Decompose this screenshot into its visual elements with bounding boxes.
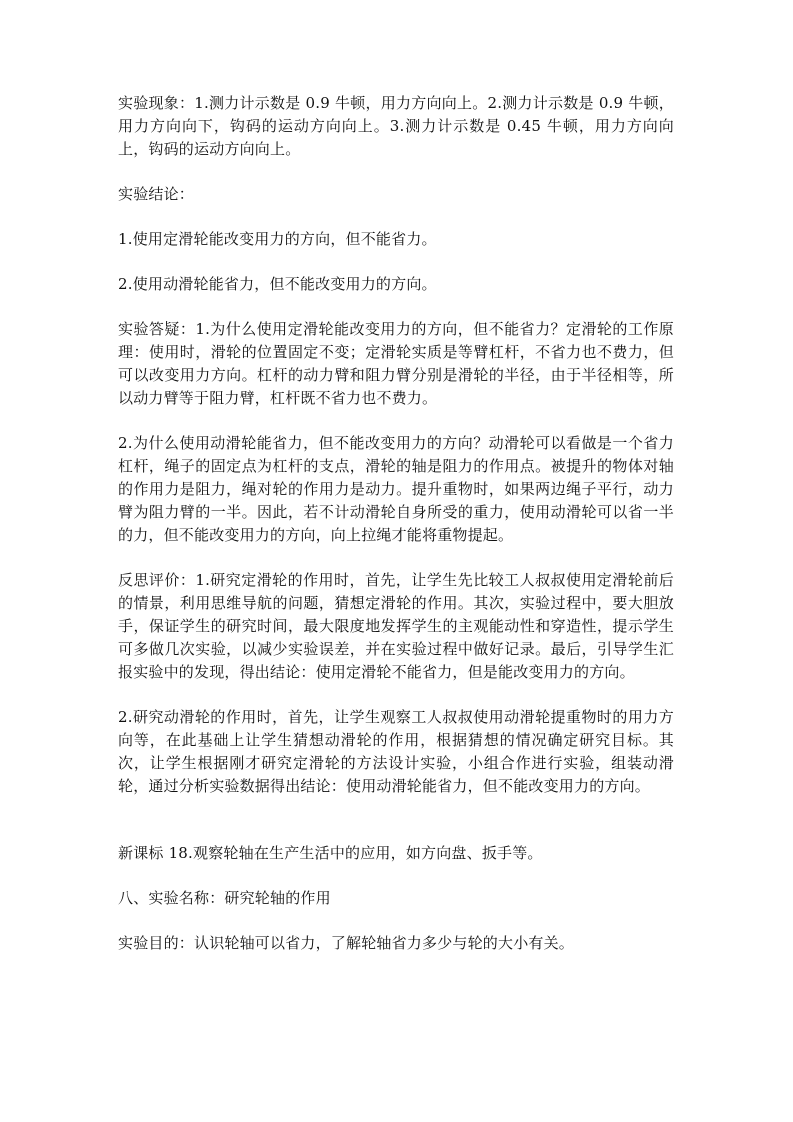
paragraph-experiment-purpose: 实验目的：认识轮轴可以省力，了解轮轴省力多少与轮的大小有关。 (118, 934, 575, 952)
paragraph-reflection-2: 2.研究动滑轮的作用时，首先，让学生观察工人叔叔使用动滑轮提重物时的用力方向等，在此基础上让学生猜想动滑轮的作用，根据猜想的情况确定研究目标。其次，让学生根据刚才研究定滑轮的方法设计实验，小组合作进行实验，组装动滑轮，通过分析实验数据得出结论：使用动滑轮能省力，但不能改变用力的方向。 (118, 708, 674, 795)
paragraph-qa-2: 2.为什么使用动滑轮能省力，但不能改变用力的方向？动滑轮可以看做是一个省力杠杆，绳子的固定点为杠杆的支点，滑轮的轴是阻力的作用点。被提升的物体对轴的作用力是阻力，绳对轮的作用力是动力。提升重物时，如果两边绳子平行，动力臂为阻力臂的一半。因此，若不计动滑轮自身所受的重力，使用动滑轮可以省一半的力，但不能改变用力的方向，向上拉绳才能将重物提起。 (118, 434, 674, 544)
paragraph-experiment-name: 八、实验名称：研究轮轴的作用 (118, 889, 331, 907)
paragraph-conclusion-1: 1.使用定滑轮能改变用力的方向，但不能省力。 (118, 230, 437, 248)
paragraph-reflection-1: 反思评价：1.研究定滑轮的作用时，首先，让学生先比较工人叔叔使用定滑轮前后的情景，利用思维导航的问题，猜想定滑轮的作用。其次，实验过程中，要大胆放手，保证学生的研究时间，最大限度地发挥学生的主观能动性和穿造性，提示学生可多做几次实验，以减少实验误差，并在实验过程中做好记录。最后，引导学生汇报实验中的发现，得出结论：使用定滑轮不能省力，但是能改变用力的方向。 (118, 571, 674, 681)
paragraph-qa-1: 实验答疑：1.为什么使用定滑轮能改变用力的方向，但不能省力？定滑轮的工作原理：使用时，滑轮的位置固定不变；定滑轮实质是等臂杠杆，不省力也不费力，但可以改变用力方向。杠杆的动力臂和阻力臂分别是滑轮的半径，由于半径相等，所以动力臂等于阻力臂，杠杆既不省力也不费力。 (118, 320, 674, 407)
paragraph-curriculum-standard: 新课标 18.观察轮轴在生产生活中的应用，如方向盘、扳手等。 (118, 844, 543, 862)
paragraph-experiment-phenomenon: 实验现象：1.测力计示数是 0.9 牛顿，用力方向向上。2.测力计示数是 0.9 牛顿，用力方向向下，钩码的运动方向向上。3.测力计示数是 0.45 牛顿，用力方向向上，钩码的运动方向向上。 (118, 94, 674, 158)
paragraph-conclusion-2: 2.使用动滑轮能省力，但不能改变用力的方向。 (118, 275, 437, 293)
paragraph-conclusion-heading: 实验结论： (118, 185, 195, 203)
document-body (118, 92, 674, 977)
